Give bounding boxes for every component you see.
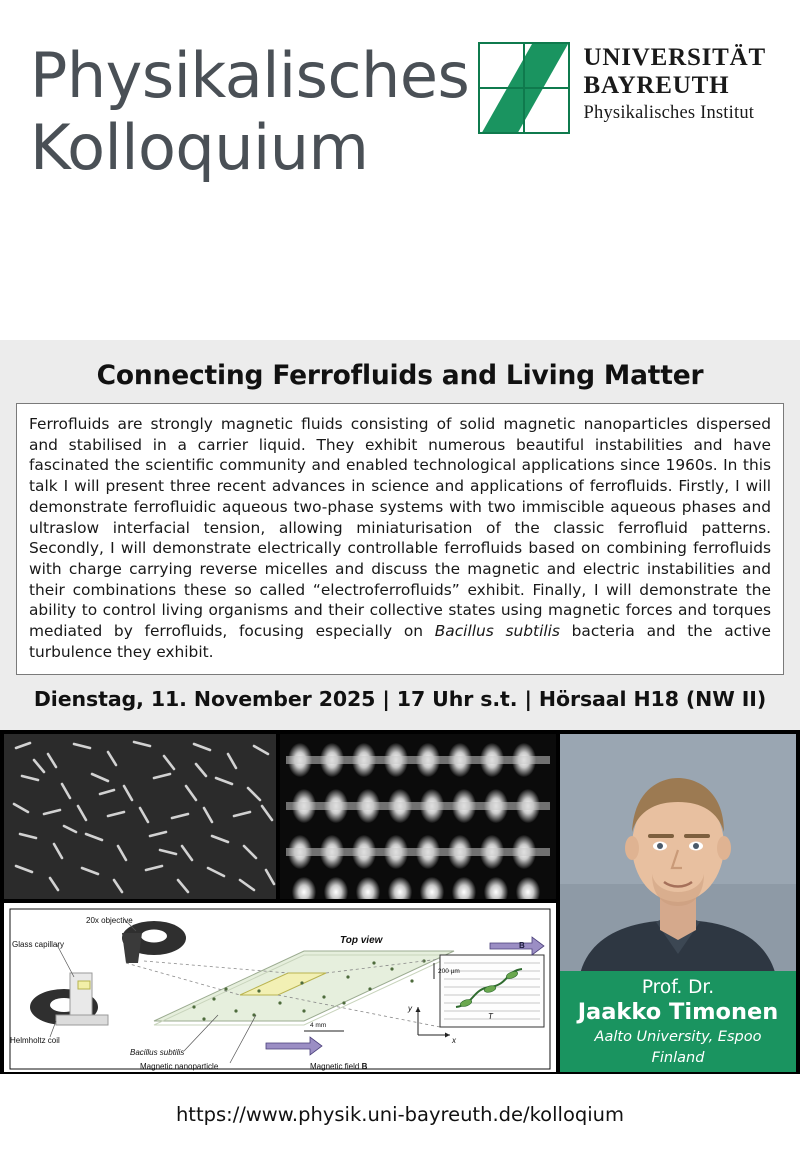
title-line-2: Kolloquium: [30, 110, 369, 184]
figure-stripe-pattern: [280, 734, 556, 899]
speaker-portrait: [560, 734, 796, 971]
svg-text:Helmholtz coil: Helmholtz coil: [10, 1035, 60, 1045]
speaker-affiliation-2: Finland: [651, 1049, 705, 1066]
logo-city: BAYREUTH: [583, 72, 730, 99]
talk-datetime: Dienstag, 11. November 2025 | 17 Uhr s.t. | Hörsaal H18 (NW II): [33, 686, 767, 711]
figures-top-row: [4, 734, 556, 899]
svg-text:4 mm: 4 mm: [310, 1021, 327, 1029]
bayreuth-logo-icon: [478, 42, 570, 134]
logo-university: UNIVERSITÄT: [583, 44, 766, 71]
figures-column: [4, 734, 556, 1072]
university-logo: [478, 42, 766, 134]
bacteria-rods-svg: [4, 734, 276, 899]
stripe-pattern-svg: [280, 734, 556, 899]
talk-panel: [0, 340, 800, 730]
svg-text:T: T: [488, 1011, 493, 1021]
poster-footer: [0, 1074, 800, 1155]
colloquium-url-link[interactable]: https://www.physik.uni-bayreuth.de/kolloqium: [175, 1102, 625, 1126]
speaker-prefix: Prof. Dr.: [641, 976, 715, 998]
abstract-text-1: Ferrofluids are strongly magnetic fluids consisting of solid magnetic nanoparticles dispersed and stabilised in a carrier liquid. They exhibit numerous beautiful instabilities and have fascinated the scientific community and enabled technological applications since 1960s. In this talk I will present three recent advances in science and applications of ferrofluids. Firstly, I will demonstrate ferrofluidic aqueous two-phase systems with two immiscible aqueous phases and ultraslow interfacial tension, allowing miniaturisation of the classic ferrofluid patterns. Secondly, I will demonstrate electrically controllable ferrofluids based on combining ferrofluids with charge carrying reverse micelles and discuss the magnetic and electric instabilities and their combinations these so called “electroferrofluids” exhibit. Finally, I will demonstrate the ability to control living organisms and their collective states using magnetic forces and torques mediated by ferrofluids, focusing especially on: [29, 415, 771, 641]
logo-text-block: [584, 42, 766, 124]
setup-schematic-svg: [4, 903, 556, 1072]
svg-text:Top view: Top view: [340, 934, 383, 946]
svg-text:Magnetic field B: Magnetic field B: [310, 1061, 368, 1071]
figure-strip: [0, 730, 800, 1074]
logo-institute: Physikalisches Institut: [583, 103, 755, 123]
title-line-1: Physikalisches: [30, 39, 470, 112]
svg-text:Bacillus subtilis: Bacillus subtilis: [130, 1047, 185, 1057]
poster-header: [0, 0, 800, 340]
speaker-info-box: [560, 971, 796, 1072]
talk-abstract: [16, 403, 784, 675]
figure-setup-schematic: [4, 903, 556, 1072]
speaker-column: [560, 734, 796, 1072]
svg-text:20x objective: 20x objective: [86, 915, 133, 925]
talk-title: Connecting Ferrofluids and Living Matter: [96, 360, 704, 391]
svg-text:Glass capillary: Glass capillary: [12, 939, 65, 949]
svg-text:B: B: [519, 940, 525, 950]
svg-text:200 µm: 200 µm: [438, 967, 460, 975]
speaker-affiliation-1: Aalto University, Espoo: [594, 1029, 762, 1046]
figure-bacteria-micrograph: [4, 734, 276, 899]
abstract-text-2: bacteria and the active turbulence they exhibit.: [29, 622, 771, 661]
svg-text:Magnetic nanoparticle: Magnetic nanoparticle: [140, 1061, 219, 1071]
speaker-name: Jaakko Timonen: [577, 999, 779, 1026]
portrait-illustration: [560, 734, 796, 971]
svg-text:x: x: [452, 1035, 456, 1045]
logo-diagonal-shape: [478, 42, 570, 134]
abstract-italic-species: Bacillus subtilis: [434, 622, 560, 641]
svg-text:y: y: [408, 1003, 412, 1013]
